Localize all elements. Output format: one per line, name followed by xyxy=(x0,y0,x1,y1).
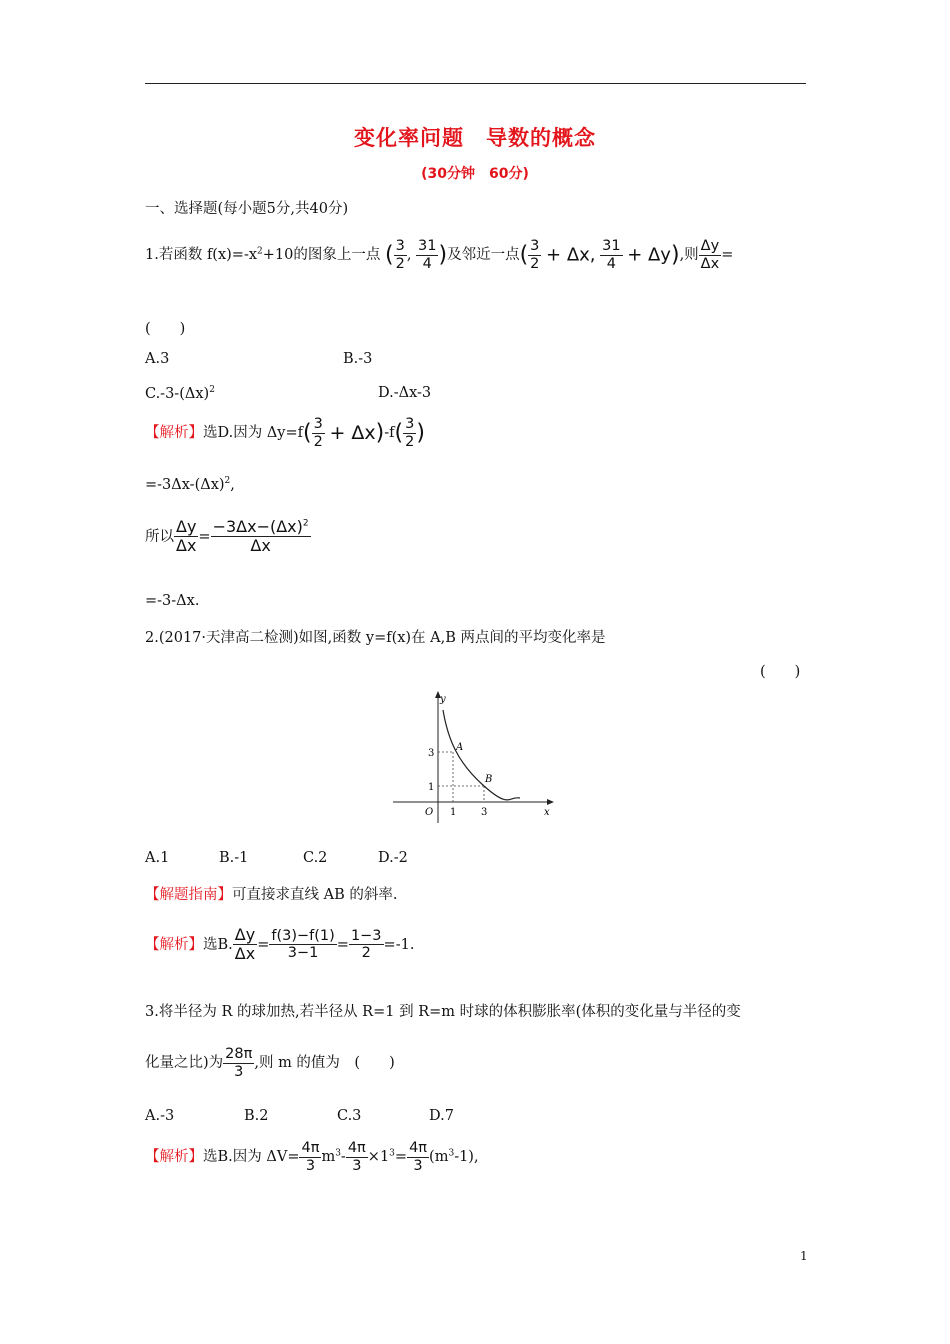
analysis-tag: 【解析】 xyxy=(145,425,203,442)
y-axis-label: y xyxy=(440,694,446,705)
x-tick-3: 3 xyxy=(481,807,488,818)
q2-figure xyxy=(388,688,558,828)
x-axis-label: x xyxy=(544,807,550,818)
q1-option-d: D.-Δx-3 xyxy=(378,385,432,401)
q2-guide: 【解题指南】可直接求直线 AB 的斜率. xyxy=(145,887,398,903)
q3-stem-line2: 化量之比)为 $\frac{28\pi}{3}$ ,则 m 的值为 ( ) xyxy=(145,1046,395,1080)
q2-option-d: D.-2 xyxy=(378,850,408,866)
q3-option-b: B.2 xyxy=(244,1108,269,1124)
point-a-label: A xyxy=(456,742,464,753)
q2-blank: ( ) xyxy=(760,664,801,680)
q2-stem: 2.(2017·天津高二检测)如图,函数 y=f(x)在 A,B 两点间的平均变化率是 xyxy=(145,630,606,646)
q3-analysis: 【解析】选B.因为 ΔV= $\frac{4\pi}{3}$ $m^3-$ $\frac{4\pi}{3}$ $\times 1^3=$ $\frac{4\pi}{3}$ $(m^3-1)$, xyxy=(145,1140,479,1174)
q1-point-x: $\frac{3}{2}$ xyxy=(395,238,405,272)
q2-option-c: C.2 xyxy=(303,850,328,866)
q1-option-a: A.3 xyxy=(145,351,170,367)
q3-stem-line1: 3.将半径为 R 的球加热,若半径从 R=1 到 R=m 时球的体积膨胀率(体积的变化量与半径的变 xyxy=(145,1004,741,1020)
y-tick-1: 1 xyxy=(428,782,435,793)
header-rule xyxy=(145,83,806,84)
section-heading: 一、选择题(每小题5分,共40分) xyxy=(145,201,349,217)
q1-analysis-line3: 所以 $\frac{\Delta y}{\Delta x}$ = $\frac{-3\Delta x-(\Delta x)^2}{\Delta x}$ xyxy=(145,517,309,556)
q1-point-y: $\frac{31}{4}$ xyxy=(418,238,437,272)
q1-option-b: B.-3 xyxy=(343,351,373,367)
q1-analysis-line4: =-3-Δx. xyxy=(145,593,200,609)
y-tick-3: 3 xyxy=(428,748,435,759)
q2-option-b: B.-1 xyxy=(219,850,249,866)
q1-stem: 1.若函数 $f(x)=-x^2+10$的图象上一点 ( $\frac{3}{2}$ , $\frac{31}{4}$ )及邻近一点( $\frac{3}{2}$ + Δx, $\frac{31}{4}$ + Δy),则 $\frac{\Delta y}{\Delta x}$ = xyxy=(145,238,734,272)
q1-blank: ( ) xyxy=(145,321,186,337)
page-title: 变化率问题 导数的概念 xyxy=(354,126,596,150)
point-b-label: B xyxy=(485,774,493,785)
q1-option-c: $C.-3-(\Delta x)^2$ xyxy=(145,385,215,402)
q3-option-a: A.-3 xyxy=(145,1108,175,1124)
origin-label: O xyxy=(425,807,434,818)
q1-analysis-line2: $=-3\Delta x-(\Delta x)^2$, xyxy=(145,476,235,493)
page-number: 1 xyxy=(800,1249,808,1263)
q3-option-c: C.3 xyxy=(337,1108,362,1124)
q3-option-d: D.7 xyxy=(429,1108,454,1124)
page-subtitle: (30分钟 60分) xyxy=(421,166,529,182)
q2-option-a: A.1 xyxy=(145,850,170,866)
q1-ratio: $\frac{\Delta y}{\Delta x}$ xyxy=(700,238,720,272)
q1-analysis-line1: 【解析】选D.因为 Δy=f( $\frac{3}{2}$ + Δx)-f( $\frac{3}{2}$ ) xyxy=(145,416,425,450)
x-tick-1: 1 xyxy=(450,807,457,818)
q2-analysis: 【解析】选B. $\frac{\Delta y}{\Delta x}$ = $\frac{f(3)-f(1)}{3-1}$ = $\frac{1-3}{2}$ =-1. xyxy=(145,925,415,964)
